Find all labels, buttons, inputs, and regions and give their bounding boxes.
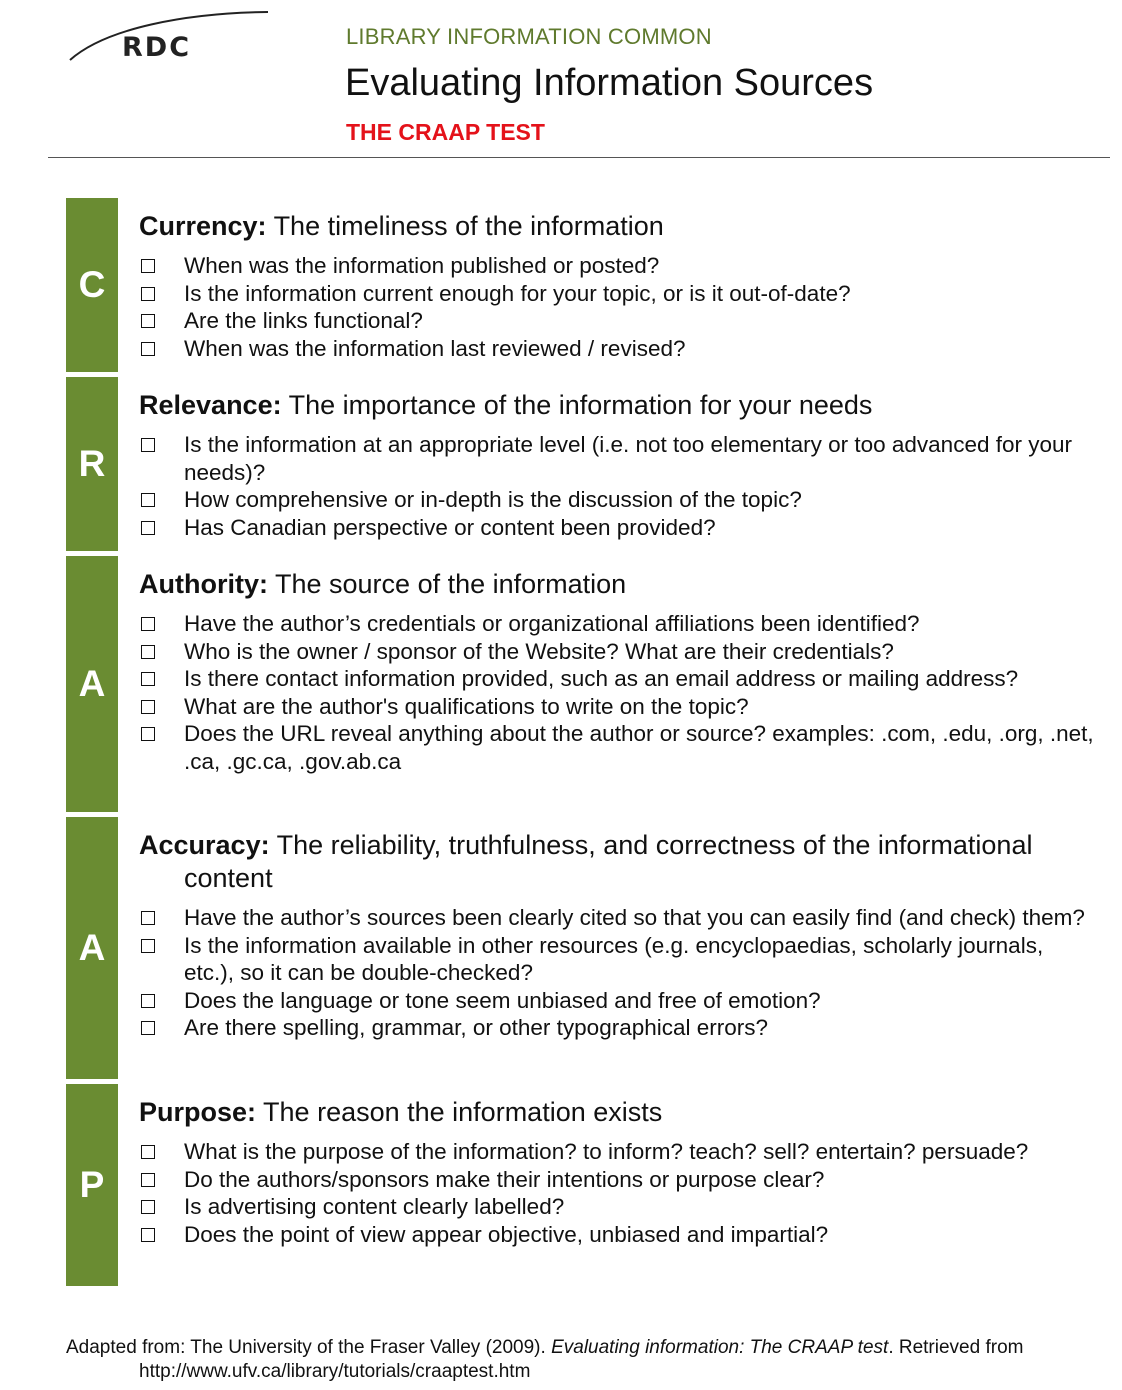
- section-heading: [139, 389, 1096, 422]
- section-heading: [139, 568, 1096, 601]
- section-letter-bar: [66, 556, 118, 812]
- page-subtitle: THE CRAAP TEST: [346, 119, 545, 145]
- section-heading: [139, 829, 1096, 895]
- checklist-item: [139, 335, 1096, 363]
- checklist-item: [139, 431, 1096, 486]
- checkbox[interactable]: [141, 342, 155, 356]
- section-letter: P: [79, 1164, 105, 1205]
- checklist-item-text: Are there spelling, grammar, or other typographical errors?: [184, 1015, 769, 1040]
- checklist-item: [139, 987, 1096, 1015]
- checklist-item-text: Does the point of view appear objective, unbiased and impartial?: [184, 1221, 829, 1247]
- checklist-item: [139, 693, 1096, 721]
- section-description: The importance of the information for your needs: [288, 390, 873, 420]
- checklist-item-text: Are the links functional?: [184, 308, 423, 333]
- checkbox[interactable]: [141, 617, 155, 631]
- checkbox[interactable]: [141, 727, 155, 741]
- checkbox[interactable]: [141, 1228, 155, 1242]
- section-letter: A: [78, 663, 106, 704]
- checkbox[interactable]: [141, 911, 155, 925]
- section-term: Authority:: [139, 569, 268, 599]
- checkbox[interactable]: [141, 700, 155, 714]
- checkbox[interactable]: [141, 259, 155, 273]
- checkbox[interactable]: [141, 521, 155, 535]
- section-letter-bar: [66, 377, 118, 551]
- checkbox[interactable]: [141, 994, 155, 1008]
- section-description: The timeliness of the information: [273, 211, 664, 241]
- section-description: The source of the information: [275, 569, 627, 599]
- section-heading: [139, 1096, 1096, 1129]
- checkbox[interactable]: [141, 287, 155, 301]
- page-title: Evaluating Information Sources: [345, 62, 874, 104]
- section-currency: [66, 198, 1096, 372]
- checklist-item: [139, 307, 1096, 335]
- section-description: The reliability, truthfulness, and correctness of the informational content: [184, 830, 1033, 893]
- checklist-item-text: Have the author’s sources been clearly cited so that you can easily find (and check) them?: [184, 905, 1085, 930]
- checkbox[interactable]: [141, 1200, 155, 1214]
- checklist-item-text: Is the information current enough for your topic, or is it out-of-date?: [184, 280, 851, 306]
- checkbox[interactable]: [141, 645, 155, 659]
- section-heading: [139, 210, 1096, 243]
- checklist-item: [139, 1166, 1096, 1194]
- section-authority: [66, 556, 1096, 812]
- section-term: Accuracy:: [139, 830, 270, 860]
- section-letter: R: [78, 443, 106, 484]
- checklist-item: [139, 638, 1096, 666]
- checklist-item-text: Has Canadian perspective or content been provided?: [184, 514, 716, 540]
- checklist-item: [139, 1193, 1096, 1221]
- checklist-item-text: What are the author's qualifications to write on the topic?: [184, 693, 749, 719]
- section-accuracy: [66, 817, 1096, 1079]
- section-term: Currency:: [139, 211, 267, 241]
- checkbox[interactable]: [141, 314, 155, 328]
- checkbox[interactable]: [141, 1145, 155, 1159]
- checklist-item-text: Is the information at an appropriate level (i.e. not too elementary or too advanced for your needs)?: [184, 432, 1073, 485]
- checkbox[interactable]: [141, 1021, 155, 1035]
- checklist-item: [139, 610, 1096, 638]
- section-term: Relevance:: [139, 390, 282, 420]
- checkbox[interactable]: [141, 493, 155, 507]
- checklist-item: [139, 1221, 1096, 1249]
- checklist-item: [139, 932, 1096, 987]
- checklist-item-text: Is the information available in other resources (e.g. encyclopaedias, scholarly journals, etc.), so it can be double-checked?: [184, 932, 1044, 985]
- section-letter-bar: [66, 198, 118, 372]
- checkbox[interactable]: [141, 672, 155, 686]
- rdc-logo: [66, 8, 276, 68]
- org-name: LIBRARY INFORMATION COMMON: [346, 24, 712, 49]
- citation-title: Evaluating information: The CRAAP test: [551, 1337, 889, 1358]
- checklist-item-text: Is advertising content clearly labelled?: [184, 1194, 565, 1219]
- checklist-item-text: Have the author’s credentials or organizational affiliations been identified?: [184, 611, 920, 636]
- checklist-item-text: Who is the owner / sponsor of the Website? What are their credentials?: [184, 638, 894, 664]
- citation-footer: [66, 1336, 1106, 1384]
- checklist-item: [139, 1138, 1096, 1166]
- checklist-item: [139, 486, 1096, 514]
- citation-url[interactable]: http://www.ufv.ca/library/tutorials/craaptest.htm: [139, 1361, 531, 1382]
- checklist-item-text: How comprehensive or in-depth is the discussion of the topic?: [184, 487, 802, 512]
- checklist-item-text: Do the authors/sponsors make their intentions or purpose clear?: [184, 1166, 825, 1192]
- section-letter: C: [78, 264, 106, 305]
- citation-suffix: . Retrieved from: [888, 1337, 1024, 1358]
- checklist-item: [139, 252, 1096, 280]
- section-purpose: [66, 1084, 1096, 1286]
- citation-line: [66, 1336, 1106, 1360]
- checklist-item: [139, 514, 1096, 542]
- checkbox[interactable]: [141, 1173, 155, 1187]
- citation-prefix: Adapted from: The University of the Fraser Valley (2009).: [66, 1337, 552, 1358]
- section-letter-bar: [66, 817, 118, 1079]
- checklist-item: [139, 904, 1096, 932]
- checklist-item-text: When was the information last reviewed / revised?: [184, 335, 686, 361]
- checklist-item: [139, 665, 1096, 693]
- section-letter: A: [78, 927, 106, 968]
- checkbox[interactable]: [141, 438, 155, 452]
- section-letter-bar: [66, 1084, 118, 1286]
- header-divider: [48, 157, 1110, 158]
- checkbox[interactable]: [141, 939, 155, 953]
- checklist-item: [139, 280, 1096, 308]
- section-term: Purpose:: [139, 1097, 257, 1127]
- section-description: The reason the information exists: [263, 1097, 663, 1127]
- checklist-item-text: What is the purpose of the information? to inform? teach? sell? entertain? persuade?: [184, 1139, 1029, 1164]
- logo-text: RDC: [122, 32, 192, 63]
- checklist-item: [139, 720, 1096, 775]
- checklist-item-text: Is there contact information provided, such as an email address or mailing address?: [184, 666, 1019, 691]
- checklist-item-text: When was the information published or posted?: [184, 253, 660, 278]
- checklist-item: [139, 1014, 1096, 1042]
- checklist-item-text: Does the language or tone seem unbiased and free of emotion?: [184, 987, 821, 1013]
- section-relevance: [66, 377, 1096, 551]
- checklist-item-text: Does the URL reveal anything about the author or source? examples: .com, .edu, .org, .net, .ca, .gc.ca, .gov.ab.ca: [184, 721, 1094, 774]
